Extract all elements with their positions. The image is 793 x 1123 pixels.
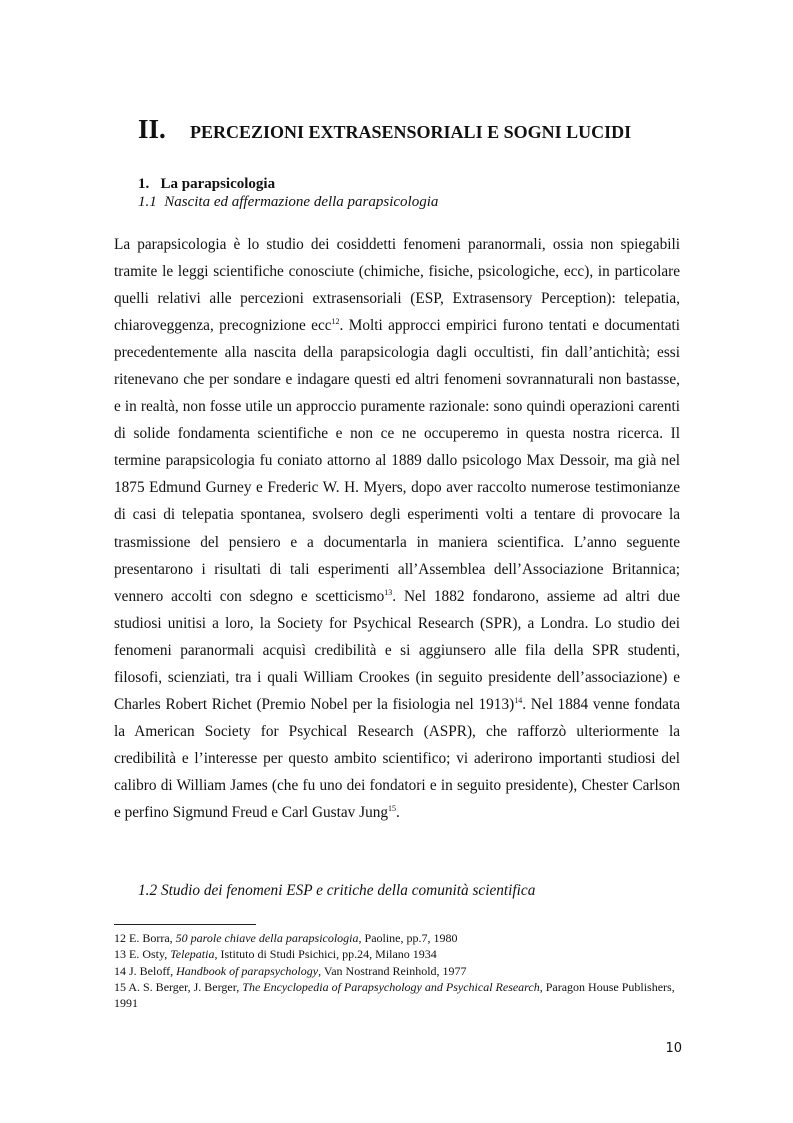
- body-text-3: . Nel 1882 fondarono, assieme ad altri due studiosi unitisi a loro, la Society for Psychical Research (SPR), a Londra. Lo studio dei fenomeni paranormali acquisì credibilità e si aggiunsero alle fila della SPR studenti, filosofi, scienziati, tra i quali William Crookes (in seguito presidente dell’associazione) e Charles Robert Richet (Premio Nobel per la fisiologia nel 1913): [114, 587, 680, 713]
- footnote-ref-14[interactable]: 14: [514, 695, 523, 705]
- footnote-author: E. Osty,: [129, 947, 171, 962]
- footnote-13: [114, 946, 680, 962]
- footnote-14: [114, 963, 680, 979]
- footnote-author: E. Borra,: [129, 931, 176, 945]
- footnote-number: 13: [114, 947, 126, 962]
- section-heading: [138, 176, 275, 193]
- footnote-12: [114, 930, 680, 946]
- subsection-heading: [138, 194, 438, 211]
- footnote-author: J. Beloff,: [129, 963, 177, 978]
- subsection-2-heading: 1.2 Studio dei fenomeni ESP e critiche della comunità scientifica: [138, 882, 536, 899]
- subsection-number: 1.1: [138, 194, 157, 210]
- footnote-number: 15: [114, 979, 126, 994]
- footnotes: [114, 930, 680, 1011]
- chapter-title: PERCEZIONI EXTRASENSORIALI E SOGNI LUCIDI: [190, 122, 632, 142]
- footnote-ref-13[interactable]: 13: [384, 587, 393, 597]
- body-text-2: . Molti approcci empirici furono tentati e documentati precedentemente alla nascita della parapsicologia dagli occultisti, fin dall’antichità; essi ritenevano che per sondare e indagare questi ed altri fenomeni sovrannaturali non bastasse, e in realtà, non fosse utile un approccio puramente razionale: sono quindi operazioni carenti di solide fondamenta scientifiche e non ce ne occuperemo in questa nostra ricerca. Il termine parapsicologia fu coniato attorno al 1889 dallo psicologo Max Dessoir, ma già nel 1875 Edmund Gurney e Frederic W. H. Myers, dopo aver raccolto numerose testimonianze di casi di telepatia spontanea, svolsero degli esperimenti volti a tentare di provocare la trasmissione del pensiero e a documentarla in maniera scientifica. L’anno seguente presentarono i risultati di tali esperimenti all’Assemblea dell’Associazione Britannica; vennero accolti con sdegno e scetticismo: [114, 317, 680, 605]
- footnote-publisher: , Istituto di Studi Psichici, pp.24, Milano 1934: [214, 947, 437, 962]
- chapter-number: II.: [138, 114, 166, 144]
- footnote-separator: [114, 924, 256, 925]
- footnote-number: 14: [114, 963, 126, 978]
- footnote-title: Handbook of parapsychology: [176, 963, 319, 978]
- footnote-title: 50 parole chiave della parapsicologia: [175, 931, 359, 945]
- footnote-publisher: , Paragon House Publishers, 1991: [114, 979, 675, 1011]
- footnote-publisher: , Van Nostrand Reinhold, 1977: [318, 963, 467, 978]
- section-title: La parapsicologia: [160, 176, 276, 192]
- page-number: 10: [665, 1041, 682, 1056]
- footnote-ref-15[interactable]: 15: [388, 803, 397, 813]
- body-text-5: .: [396, 803, 400, 821]
- chapter-heading: [138, 114, 698, 145]
- body-paragraph: [114, 231, 680, 826]
- footnote-number: 12: [114, 931, 126, 945]
- footnote-ref-12[interactable]: 12: [331, 317, 340, 327]
- subsection-title: Nascita ed affermazione della parapsicologia: [164, 194, 439, 210]
- section-number: 1.: [138, 176, 150, 192]
- footnote-title: Telepatia: [170, 947, 215, 962]
- body-text-4: . Nel 1884 venne fondata la American Society for Psychical Research (ASPR), che rafforzò ulteriormente la credibilità e l’interesse per questo ambito scientifico; vi aderirono importanti studiosi del calibro di William James (che fu uno dei fondatori e in seguito presidente), Chester Carlson e perfino Sigmund Freud e Carl Gustav Jung: [114, 695, 680, 821]
- footnote-author: A. S. Berger, J. Berger,: [128, 979, 243, 994]
- footnote-title: The Encyclopedia of Parapsychology and Psychical Research: [242, 979, 540, 994]
- body-text-1: La parapsicologia è lo studio dei cosiddetti fenomeni paranormali, ossia non spiegabili tramite le leggi scientifiche conosciute (chimiche, fisiche, psicologiche, ecc), in particolare quelli relativi alle percezioni extrasensoriali (ESP, Extrasensory Perception): telepatia, chiaroveggenza, precognizione ecc: [114, 236, 680, 335]
- footnote-15: [114, 979, 680, 1012]
- footnote-publisher: , Paoline, pp.7, 1980: [358, 931, 458, 945]
